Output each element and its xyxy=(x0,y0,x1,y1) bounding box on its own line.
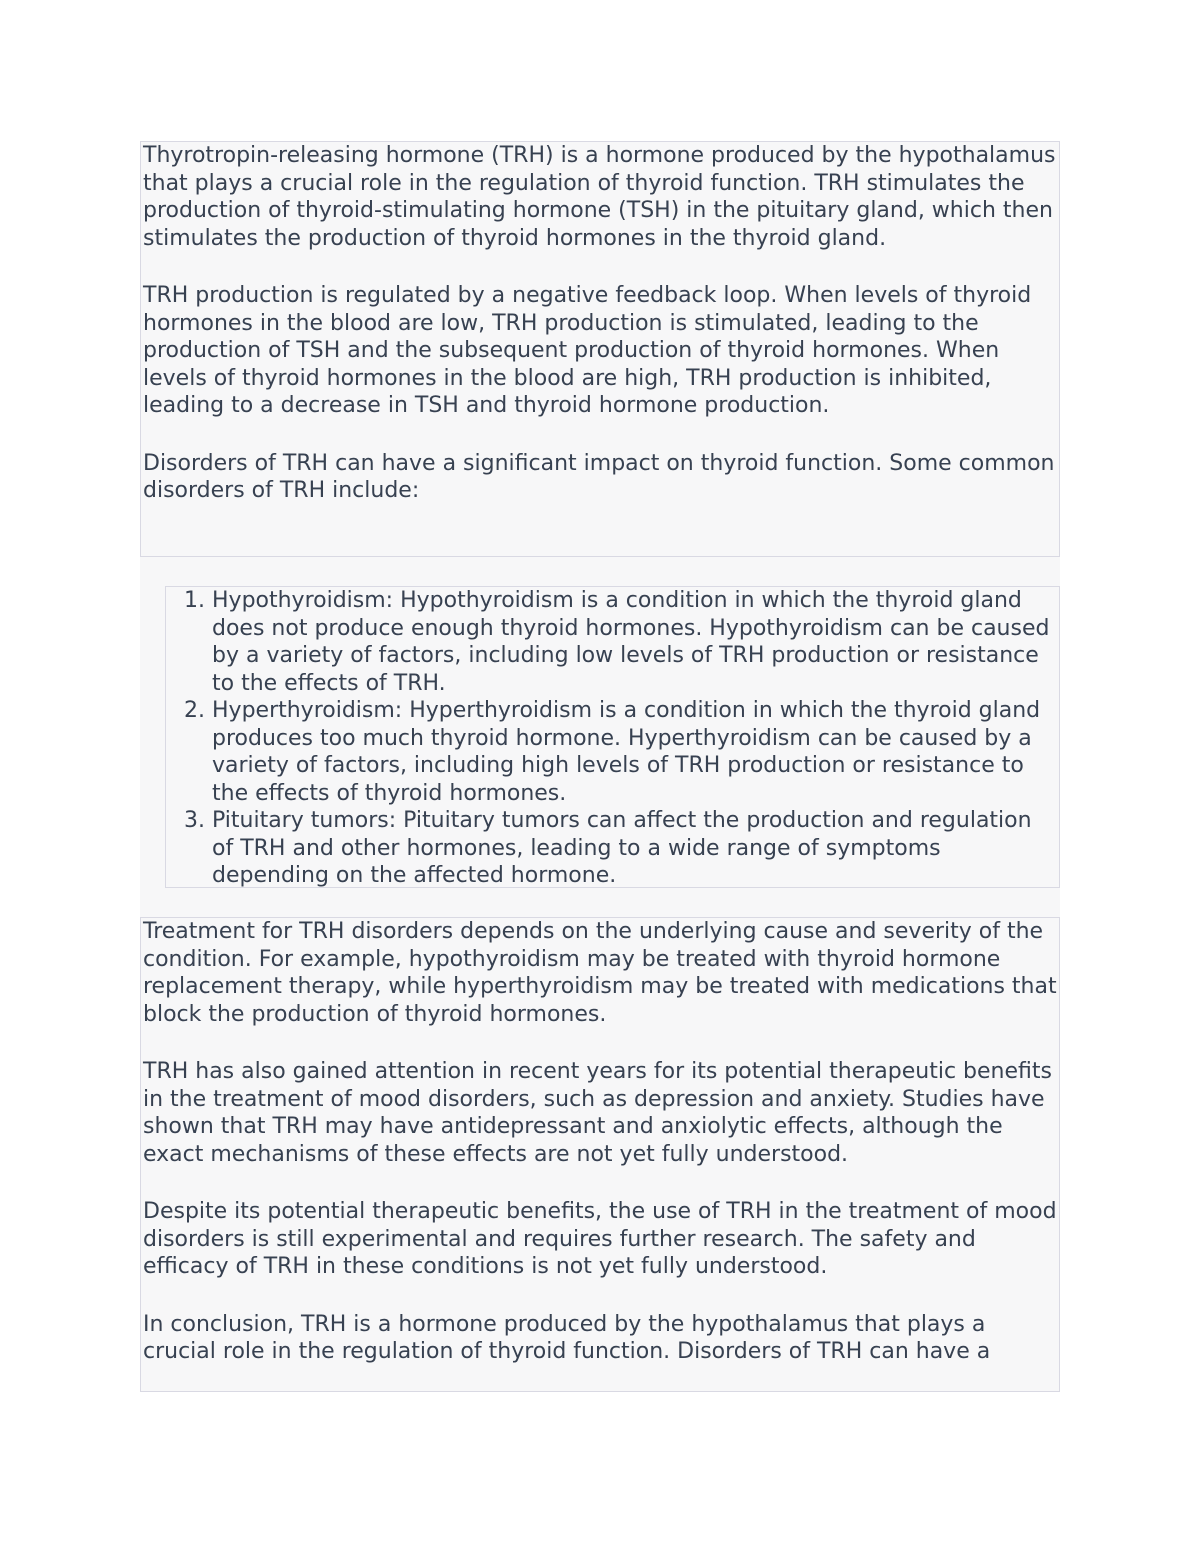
outro-paragraph-3: Despite its potential therapeutic benefits, the use of TRH in the treatment of mood disorders is still experimental and requires further research. The safety and efficacy of TRH in these conditions is not yet fully understood. xyxy=(143,1199,1057,1279)
list-item: 1. Hypothyroidism: Hypothyroidism is a condition in which the thyroid gland does not produce enough thyroid hormones. Hypothyroidism can be caused by a variety of factors, including low levels of TRH production or resistance to the effects of TRH. xyxy=(212,587,1059,697)
outro-paragraph-4: In conclusion, TRH is a hormone produced by the hypothalamus that plays a crucial role in the regulation of thyroid function. Disorders of TRH can have a xyxy=(143,1311,991,1364)
list-item: 3. Pituitary tumors: Pituitary tumors can affect the production and regulation of TRH and other hormones, leading to a wide range of symptoms depending on the affected hormone. xyxy=(212,807,1059,888)
outro-paragraph-1: Treatment for TRH disorders depends on the underlying cause and severity of the condition. For example, hypothyroidism may be treated with thyroid hormone replacement therapy, while hyperthyroidism may be treated with medications that block the production of thyroid hormones. xyxy=(143,919,1057,1027)
outro-paragraph-2: TRH has also gained attention in recent years for its potential therapeutic benefits in the treatment of mood disorders, such as depression and anxiety. Studies have shown that TRH may have antidepressant and anxiolytic effects, although the exact mechanisms of these effects are not yet fully understood. xyxy=(143,1059,1052,1167)
intro-section xyxy=(140,141,1060,557)
intro-paragraph-3: Disorders of TRH can have a significant impact on thyroid function. Some common disorders of TRH include: xyxy=(143,450,1055,503)
disorders-list-box xyxy=(165,586,1060,888)
intro-paragraph-2: TRH production is regulated by a negative feedback loop. When levels of thyroid hormones in the blood are low, TRH production is stimulated, leading to the production of TSH and the subsequent production of thyroid hormones. When levels of thyroid hormones in the blood are high, TRH production is inhibited, leading to a decrease in TSH and thyroid hormone production. xyxy=(143,283,1032,418)
list-item: 2. Hyperthyroidism: Hyperthyroidism is a condition in which the thyroid gland produces too much thyroid hormone. Hyperthyroidism can be caused by a variety of factors, including high levels of TRH production or resistance to the effects of thyroid hormones. xyxy=(212,697,1059,807)
disorders-list-container xyxy=(140,557,1060,917)
intro-paragraph-1: Thyrotropin-releasing hormone (TRH) is a hormone produced by the hypothalamus that plays a crucial role in the regulation of thyroid function. TRH stimulates the production of thyroid-stimulating hormone (TSH) in the pituitary gland, which then stimulates the production of thyroid hormones in the thyroid gland. xyxy=(143,143,1056,251)
disorders-list xyxy=(166,587,1059,888)
outro-section xyxy=(140,917,1060,1392)
